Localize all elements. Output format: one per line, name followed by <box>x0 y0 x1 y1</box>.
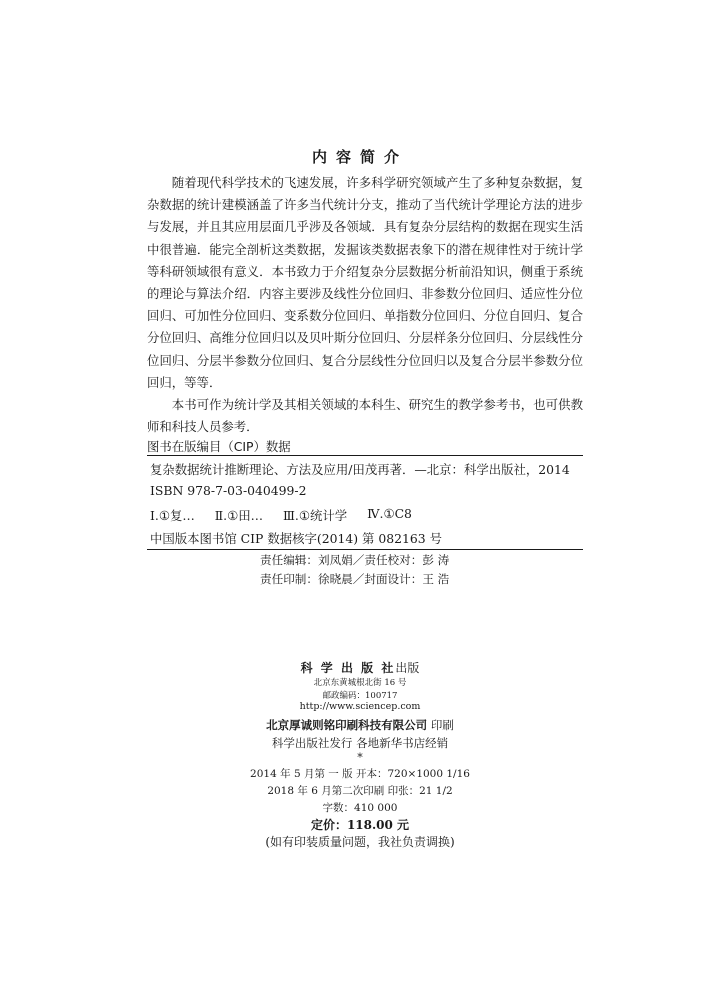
publisher-line <box>0 659 720 676</box>
publisher-suffix: 出版 <box>395 661 420 675</box>
printer-suffix: 印刷 <box>430 718 454 732</box>
publisher-postcode: 邮政编码：100717 <box>322 691 398 701</box>
publisher-name: 科 学 出 版 社 <box>300 661 396 675</box>
publisher-address: 北京东黄城根北街 16 号 <box>313 678 407 688</box>
summary-body <box>147 172 583 438</box>
classification-item: Ⅳ.①C8 <box>367 506 412 521</box>
cip-classification <box>150 506 412 524</box>
distribution-line: 科学出版社发行 各地新华书店经销 <box>271 736 449 750</box>
cip-isbn: ISBN 978-7-03-040499-2 <box>150 483 307 498</box>
credit-editors: 责任编辑：刘凤娟／责任校对：彭 涛 <box>260 553 450 567</box>
publisher-website: http://www.sciencep.com <box>299 701 421 712</box>
price: 定价：118.00 元 <box>310 818 410 832</box>
summary-paragraph: 本书可作为统计学及其相关领域的本科生、研究生的教学参考书，也可供教师和科技人员参考． <box>147 397 583 435</box>
classification-item: Ⅱ.①田… <box>214 508 263 523</box>
printer-name: 北京厚诚则铭印刷科技有限公司 <box>266 718 428 732</box>
cip-top-rule <box>147 455 583 456</box>
word-count: 字数：410 000 <box>322 802 398 814</box>
cip-heading: 图书在版编目（CIP）数据 <box>147 439 291 454</box>
edition-line: 2014 年 5 月第 一 版 开本：720×1000 1/16 <box>250 768 470 780</box>
summary-title: 内容简介 <box>311 148 408 166</box>
printer-line <box>0 717 720 733</box>
classification-item: Ⅲ.①统计学 <box>282 508 348 523</box>
credit-print-design: 责任印制：徐晓晨／封面设计：王 浩 <box>260 572 450 586</box>
classification-item: Ⅰ.①复… <box>150 508 195 523</box>
cip-number: 中国版本图书馆 CIP 数据核字(2014) 第 082163 号 <box>150 531 442 546</box>
printing-line: 2018 年 6 月第二次印刷 印张：21 1/2 <box>267 785 453 797</box>
summary-paragraph: 随着现代科学技术的飞速发展，许多科学研究领域产生了多种复杂数据，复杂数据的统计建模涵盖了许多当代统计分支，推动了当代统计学理论方法的进步与发展，并且其应用层面几乎涉及各领域．具有复杂分层结构的数据在现实生活中很普遍．能完全剖析这类数据，发掘该类数据表象下的潜在规律性对于统计学等科研领域很有意义．本书致力于介绍复杂分层数据分析前沿知识，侧重于系统的理论与算法介绍．内容主要涉及线性分位回归、非参数分位回归、适应性分位回归、可加性分位回归、变系数分位回归、单指数分位回归、分位自回归、复合分位回归、高维分位回归以及贝叶斯分位回归、分层样条分位回归、分层线性分位回归、分层半参数分位回归、复合分层线性分位回归以及复合分层半参数分位回归，等等． <box>147 175 583 390</box>
separator-star: * <box>357 751 363 764</box>
cip-record: 复杂数据统计推断理论、方法及应用/田茂再著．—北京：科学出版社，2014 <box>150 462 570 477</box>
cip-bottom-rule <box>147 549 583 550</box>
quality-notice: (如有印装质量问题，我社负责调换) <box>265 835 455 849</box>
